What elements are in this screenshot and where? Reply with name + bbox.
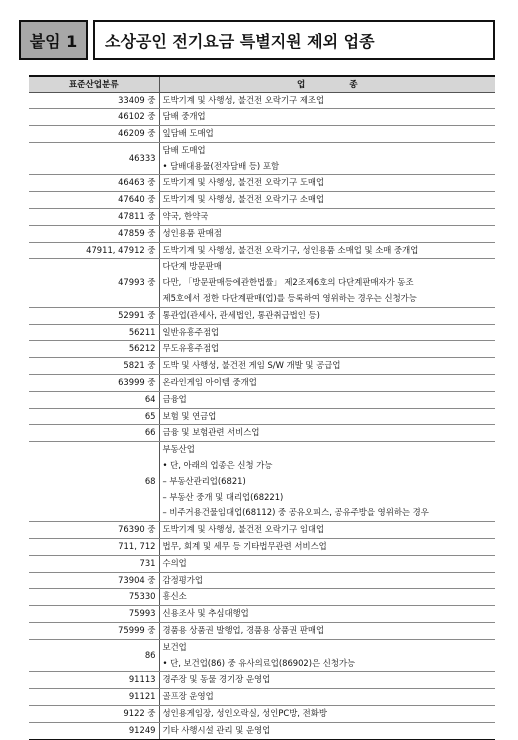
industry-code-cell: 47993 중 xyxy=(29,259,159,307)
table-row xyxy=(29,225,495,242)
industry-description-line: 도박기계 및 사행성, 불건전 오락기구 도매업 xyxy=(162,177,325,188)
industry-description-cell xyxy=(159,722,495,739)
document-title-bar xyxy=(19,20,495,60)
industry-description-cell xyxy=(159,391,495,408)
industry-code-cell: 46333 xyxy=(29,142,159,175)
excluded-industries-table xyxy=(29,75,495,740)
industry-description-cell xyxy=(159,259,495,307)
industry-description-cell xyxy=(159,539,495,556)
industry-code-cell: 66 xyxy=(29,425,159,442)
industry-description-cell xyxy=(159,142,495,175)
industry-description-cell xyxy=(159,375,495,392)
industry-code-cell: 75993 xyxy=(29,606,159,623)
industry-description-line: 도박기계 및 사행성, 불건전 오락기구 소매업 xyxy=(162,194,325,205)
industry-description-cell xyxy=(159,358,495,375)
attachment-badge: 붙임 1 xyxy=(19,20,88,60)
industry-description-line: • 단, 보건업(86) 중 유사의료업(86902)은 신청가능 xyxy=(162,657,356,668)
industry-code-cell: 91121 xyxy=(29,689,159,706)
industry-description-line: 잎담배 도매업 xyxy=(162,128,214,139)
industry-code-cell: 47911, 47912 중 xyxy=(29,242,159,259)
table-row xyxy=(29,555,495,572)
industry-description-line: 흥신소 xyxy=(162,591,187,602)
industry-description-line: 다만, 「방문판매등에관한법률」 제2조제6호의 다단계판매자가 동조 xyxy=(162,277,414,288)
table-row xyxy=(29,589,495,606)
industry-description-cell xyxy=(159,109,495,126)
industry-code-cell: 65 xyxy=(29,408,159,425)
table-row xyxy=(29,324,495,341)
table-row xyxy=(29,639,495,672)
industry-code-cell: 46463 중 xyxy=(29,175,159,192)
industry-description-cell xyxy=(159,672,495,689)
industry-code-cell: 91249 xyxy=(29,722,159,739)
industry-description-cell xyxy=(159,572,495,589)
industry-description-cell xyxy=(159,192,495,209)
column-header-industry: 업종 xyxy=(159,76,495,92)
industry-code-cell: 46102 중 xyxy=(29,109,159,126)
industry-description-cell xyxy=(159,307,495,324)
table-row xyxy=(29,142,495,175)
table-row xyxy=(29,572,495,589)
table-header-row xyxy=(29,76,495,92)
industry-description-line: – 비주거용건물임대업(68112) 중 공유오피스, 공유주방을 영위하는 경우 xyxy=(162,507,429,518)
table-row xyxy=(29,358,495,375)
industry-description-line: 담배 도매업 xyxy=(162,144,206,155)
industry-description-line: 보험 및 연금업 xyxy=(162,410,217,421)
table-row xyxy=(29,689,495,706)
industry-description-cell xyxy=(159,639,495,672)
industry-description-line: 도박기계 및 사행성, 불건전 오락기구, 성인용품 소매업 및 소매 중개업 xyxy=(162,244,419,255)
table-row xyxy=(29,126,495,143)
industry-code-cell: 5821 중 xyxy=(29,358,159,375)
industry-code-cell: 47859 중 xyxy=(29,225,159,242)
table-row xyxy=(29,242,495,259)
industry-description-line: 성인용게임장, 성인오락실, 성인PC방, 전화방 xyxy=(162,707,327,718)
industry-description-cell xyxy=(159,209,495,226)
table-row xyxy=(29,408,495,425)
industry-description-cell xyxy=(159,175,495,192)
industry-description-line: 골프장 운영업 xyxy=(162,691,214,702)
industry-description-cell xyxy=(159,341,495,358)
table-row xyxy=(29,391,495,408)
industry-code-cell: 75330 xyxy=(29,589,159,606)
industry-code-cell: 47640 중 xyxy=(29,192,159,209)
industry-code-cell: 76390 중 xyxy=(29,522,159,539)
column-header-code: 표준산업분류 xyxy=(29,76,159,92)
table-row xyxy=(29,705,495,722)
industry-description-line: 약국, 한약국 xyxy=(162,211,209,222)
table-row xyxy=(29,259,495,307)
industry-code-cell: 56211 xyxy=(29,324,159,341)
table-row xyxy=(29,307,495,324)
table-row xyxy=(29,442,495,522)
industry-description-cell xyxy=(159,623,495,640)
industry-code-cell: 86 xyxy=(29,639,159,672)
industry-description-line: 기타 사행시설 관리 및 운영업 xyxy=(162,724,271,735)
table-body xyxy=(29,92,495,739)
industry-description-line: 무도유흥주점업 xyxy=(162,343,220,354)
table-row xyxy=(29,425,495,442)
industry-description-line: 도박기계 및 사행성, 불건전 오락기구 제조업 xyxy=(162,94,325,105)
table-row xyxy=(29,92,495,109)
industry-description-cell xyxy=(159,442,495,522)
industry-description-cell xyxy=(159,689,495,706)
industry-description-line: 수의업 xyxy=(162,557,187,568)
industry-code-cell: 52991 중 xyxy=(29,307,159,324)
table-row xyxy=(29,341,495,358)
table-row xyxy=(29,606,495,623)
industry-description-line: 금융업 xyxy=(162,393,187,404)
page-title: 소상공인 전기요금 특별지원 제외 업종 xyxy=(93,20,495,60)
table-row xyxy=(29,672,495,689)
industry-description-line: • 단, 아래의 업종은 신청 가능 xyxy=(162,460,273,471)
industry-code-cell: 56212 xyxy=(29,341,159,358)
industry-description-line: 신용조사 및 추심대행업 xyxy=(162,608,249,619)
industry-code-cell: 711, 712 xyxy=(29,539,159,556)
industry-description-cell xyxy=(159,705,495,722)
table-row xyxy=(29,175,495,192)
industry-code-cell: 46209 중 xyxy=(29,126,159,143)
table-row xyxy=(29,522,495,539)
industry-code-cell: 91113 xyxy=(29,672,159,689)
industry-description-line: – 부동산관리업(6821) xyxy=(162,475,246,486)
industry-code-cell: 63999 중 xyxy=(29,375,159,392)
table-row xyxy=(29,539,495,556)
table-row xyxy=(29,722,495,739)
industry-description-cell xyxy=(159,522,495,539)
industry-description-line: • 담배대용물(전자담배 등) 포함 xyxy=(162,160,280,171)
industry-description-cell xyxy=(159,589,495,606)
industry-code-cell: 9122 중 xyxy=(29,705,159,722)
industry-description-cell xyxy=(159,606,495,623)
industry-description-line: 경품용 상품권 발행업, 경품용 상품권 판매업 xyxy=(162,625,325,635)
industry-description-line: 제5호에서 정한 다단계판매(업)를 등록하여 영위하는 경우는 신청가능 xyxy=(162,293,417,304)
industry-description-cell xyxy=(159,126,495,143)
table-row xyxy=(29,375,495,392)
table-row xyxy=(29,209,495,226)
industry-description-line: 다단계 방문판매 xyxy=(162,261,222,272)
industry-description-cell xyxy=(159,92,495,109)
industry-description-line: 담배 중개업 xyxy=(162,111,206,122)
industry-description-line: 도박기계 및 사행성, 불건전 오락기구 임대업 xyxy=(162,524,325,535)
industry-description-cell xyxy=(159,225,495,242)
industry-description-line: 금융 및 보험관련 서비스업 xyxy=(162,427,260,438)
industry-description-cell xyxy=(159,408,495,425)
industry-code-cell: 731 xyxy=(29,555,159,572)
industry-code-cell: 75999 중 xyxy=(29,623,159,640)
industry-code-cell: 73904 중 xyxy=(29,572,159,589)
industry-description-cell xyxy=(159,242,495,259)
industry-description-line: 도박 및 사행성, 불건전 게임 S/W 개발 및 공급업 xyxy=(162,360,341,371)
industry-description-cell xyxy=(159,425,495,442)
industry-description-cell xyxy=(159,324,495,341)
industry-code-cell: 47811 중 xyxy=(29,209,159,226)
table-row xyxy=(29,192,495,209)
table-row xyxy=(29,623,495,640)
industry-description-line: 온라인게임 아이템 중개업 xyxy=(162,377,257,388)
industry-code-cell: 33409 중 xyxy=(29,92,159,109)
industry-description-line: 보건업 xyxy=(162,641,187,652)
industry-description-line: – 부동산 중개 및 대리업(68221) xyxy=(162,491,284,502)
industry-description-line: 통관업(관세사, 관세법인, 통관취급법인 등) xyxy=(162,309,320,320)
industry-description-cell xyxy=(159,555,495,572)
industry-description-line: 경주장 및 동물 경기장 운영업 xyxy=(162,674,271,685)
industry-description-line: 일반유흥주점업 xyxy=(162,326,220,337)
industry-description-line: 부동산업 xyxy=(162,444,195,455)
table-row xyxy=(29,109,495,126)
industry-description-line: 성인용품 판매점 xyxy=(162,227,222,238)
industry-code-cell: 68 xyxy=(29,442,159,522)
industry-description-line: 법무, 회계 및 세무 등 기타법무관련 서비스업 xyxy=(162,541,327,552)
industry-description-line: 감정평가업 xyxy=(162,574,203,585)
industry-code-cell: 64 xyxy=(29,391,159,408)
